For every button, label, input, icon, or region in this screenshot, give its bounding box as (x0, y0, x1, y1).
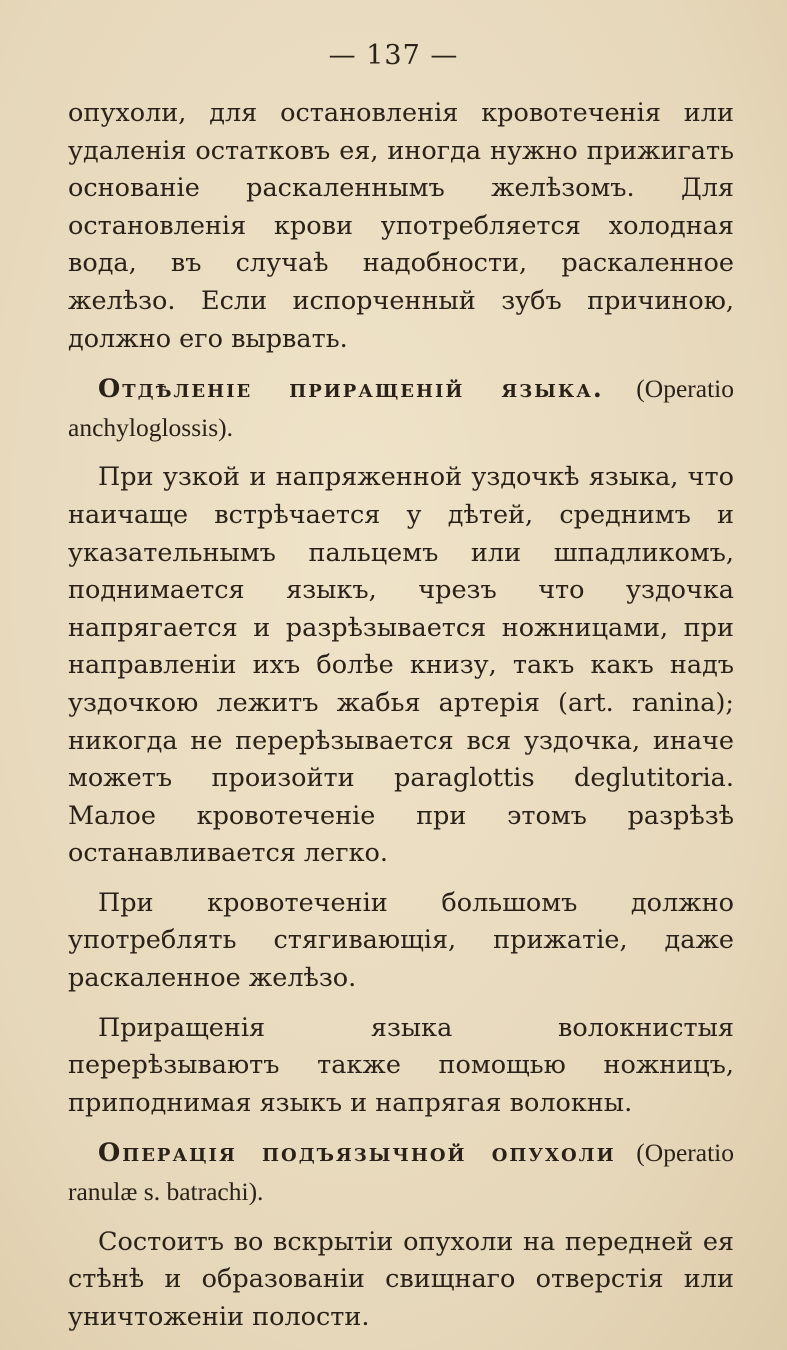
page-text (68, 95, 734, 1348)
paragraph-1 (68, 95, 734, 358)
section-heading-title: Отдѣленіе приращеній языка. (98, 374, 604, 405)
paragraph-4 (68, 885, 734, 998)
paragraph-7 (68, 1224, 734, 1337)
page-number: — 137 — (328, 40, 459, 71)
paragraph-5 (68, 1010, 734, 1123)
paragraph-3 (68, 459, 734, 873)
section-heading-title: Операція подъязычной опухоли (98, 1138, 616, 1169)
paragraph-5-text: Приращенія языка волокнистыя перерѣзываютъ также помощью ножницъ, приподнимая языкъ и напрягая волокны. (68, 1012, 734, 1118)
section-heading-ranula (68, 1134, 734, 1211)
section-heading-anchyloglossis (68, 370, 734, 447)
paragraph-4-text: При кровотеченіи большомъ должно употреблять стягивающія, прижатіе, даже раскаленное желѣзо. (68, 887, 734, 994)
paragraph-7-text: Состоитъ во вскрытіи опухоли на передней ея стѣнѣ и образованіи свищнаго отверстія или уничтоженіи полости. (68, 1226, 734, 1332)
section-heading-latin: (Operatio ranulæ s. batrachi). (68, 1138, 734, 1207)
paragraph-3-text: При узкой и напряженной уздочкѣ языка, что наичаще встрѣчается у дѣтей, среднимъ и указательнымъ пальцемъ или шпадликомъ, поднимается языкъ, чрезъ что уздочка напрягается и разрѣзывается ножницами, при направленіи ихъ болѣе книзу, такъ какъ надъ уздочкою лежитъ жабья артерія (art. ranina); никогда не перерѣзывается вся уздочка, иначе можетъ произойти paraglottis deglutitoria. Малое кровотеченіе при этомъ разрѣзѣ останавливается легко. (68, 462, 734, 869)
paragraph-1-text: опухоли, для остановленія кровотеченія или удаленія остатковъ ея, иногда нужно прижигать основаніе раскаленнымъ желѣзомъ. Для остановленія крови употребляется холодная вода, въ случаѣ надобности, раскаленное желѣзо. Если испорченный зубъ причиною, должно его вырвать. (68, 98, 734, 354)
section-heading-latin: (Operatio anchyloglossis). (68, 374, 734, 442)
